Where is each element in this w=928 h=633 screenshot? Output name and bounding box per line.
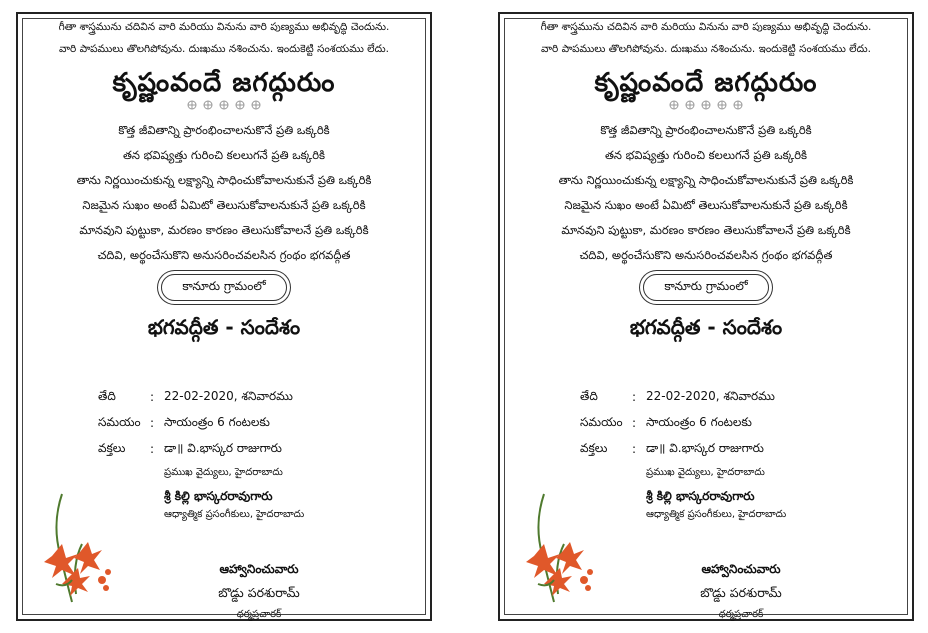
message-line: చదివి, అర్థంచేసుకొని అనుసరించవలసిన గ్రంథం భగవద్గీత (97, 248, 351, 262)
speakers-label: వక్తలు (580, 440, 608, 455)
speaker1-description: ప్రముఖ వైద్యులు, హైదరాబాదు (646, 467, 765, 478)
intro-line: గీతా శాస్త్రమును చదివిన వారి మరియు వినును వారి పుణ్యము అభివృద్ధి చెందును. (540, 21, 872, 33)
intro-line: వారి పాపములు తొలగిపోవును. దుఃఖము నశించును. ఇందుకెట్టి సంశయము లేదు. (59, 43, 389, 55)
intro-line: వారి పాపములు తొలగిపోవును. దుఃఖము నశించును. ఇందుకెట్టి సంశయము లేదు. (541, 43, 871, 55)
date-value: 22-02-2020, శనివారము (646, 388, 775, 403)
date-value: 22-02-2020, శనివారము (164, 388, 293, 403)
intro-line: గీతా శాస్త్రమును చదివిన వారి మరియు వినును వారి పుణ్యము అభివృద్ధి చెందును. (58, 21, 390, 33)
message-line: కొత్త జీవితాన్ని ప్రారంభించాలనుకొనే ప్రతి ఒక్కరికి (118, 123, 330, 137)
message-line: మానవుని పుట్టుకా, మరణం కారణం తెలుసుకోవాలనే ప్రతి ఒక్కరికి (79, 223, 369, 237)
message-lines (500, 118, 912, 268)
speaker2-description: ఆధ్యాత్మిక ప్రసంగీకులు, హైదరాబాదు (164, 509, 305, 520)
message-lines (18, 118, 430, 268)
speakers-row (98, 436, 304, 462)
colon: : (150, 390, 155, 404)
message-line: మానవుని పుట్టుకా, మరణం కారణం తెలుసుకోవాలనే ప్రతి ఒక్కరికి (561, 223, 851, 237)
speaker2-name: శ్రీ కిల్లి భాస్కరరావుగారు (646, 489, 755, 503)
date-label: తేది (580, 388, 598, 403)
message-line: నిజమైన సుఖం అంటే ఏమిటో తెలుసుకోవాలనుకునే ప్రతి ఒక్కరికి (82, 198, 366, 212)
colon: : (632, 390, 637, 404)
inviter-block (18, 562, 430, 622)
event-details (580, 384, 786, 524)
date-row (580, 384, 786, 410)
inviter-block (500, 562, 912, 622)
message-line: నిజమైన సుఖం అంటే ఏమిటో తెలుసుకోవాలనుకునే ప్రతి ఒక్కరికి (564, 198, 848, 212)
time-value: సాయంత్రం 6 గంటలకు (164, 414, 270, 429)
colon: : (150, 416, 155, 430)
message-line: తన భవిష్యత్తు గురించి కలలుగనే ప్రతి ఒక్కరికి (604, 148, 808, 162)
event-title: భగవద్గీత - సందేశం (629, 315, 783, 339)
colon: : (150, 442, 155, 456)
time-row (580, 410, 786, 436)
message-line: తాను నిర్ణయించుకున్న లక్ష్యాన్ని సాధించుకోవాలనుకునే ప్రతి ఒక్కరికి (558, 173, 854, 187)
message-line: చదివి, అర్థంచేసుకొని అనుసరించవలసిన గ్రంథం భగవద్గీత (579, 248, 833, 262)
village-badge: కానూరు గ్రామంలో (161, 274, 286, 301)
invitation-card-right (498, 12, 914, 621)
village-badge: కానూరు గ్రామంలో (643, 274, 768, 301)
date-label: తేది (98, 388, 116, 403)
inviter-name: బొడ్డు పరశురామ్ (700, 585, 782, 600)
speaker1-name: డా॥ వి.భాస్కర రాజుగారు (164, 440, 282, 455)
message-line: తన భవిష్యత్తు గురించి కలలుగనే ప్రతి ఒక్కరికి (122, 148, 326, 162)
message-line: కొత్త జీవితాన్ని ప్రారంభించాలనుకొనే ప్రతి ఒక్కరికి (600, 123, 812, 137)
date-row (98, 384, 304, 410)
ornament-divider-icon (18, 98, 430, 114)
inviter-role: ధర్మప్రచారక్ (236, 609, 282, 620)
event-title: భగవద్గీత - సందేశం (147, 315, 301, 339)
speaker1-name: డా॥ వి.భాస్కర రాజుగారు (646, 440, 764, 455)
card-title: కృష్ణంవందే జగద్గురుం (112, 68, 336, 98)
time-label: సమయం (98, 414, 141, 429)
ornament-divider-icon (500, 98, 912, 114)
speakers-label: వక్తలు (98, 440, 126, 455)
card-title: కృష్ణంవందే జగద్గురుం (594, 68, 818, 98)
intro-text (18, 16, 430, 60)
invitation-card-left (16, 12, 432, 621)
inviter-label: ఆహ్వానించువారు (701, 562, 781, 576)
colon: : (632, 442, 637, 456)
inviter-name: బొడ్డు పరశురామ్ (218, 585, 300, 600)
speaker1-description: ప్రముఖ వైద్యులు, హైదరాబాదు (164, 467, 283, 478)
intro-text (500, 16, 912, 60)
inviter-role: ధర్మప్రచారక్ (718, 609, 764, 620)
speaker2-name: శ్రీ కిల్లి భాస్కరరావుగారు (164, 489, 273, 503)
event-details (98, 384, 304, 524)
colon: : (632, 416, 637, 430)
time-label: సమయం (580, 414, 623, 429)
inviter-label: ఆహ్వానించువారు (219, 562, 299, 576)
speaker2-description: ఆధ్యాత్మిక ప్రసంగీకులు, హైదరాబాదు (646, 509, 787, 520)
message-line: తాను నిర్ణయించుకున్న లక్ష్యాన్ని సాధించుకోవాలనుకునే ప్రతి ఒక్కరికి (76, 173, 372, 187)
speakers-row (580, 436, 786, 462)
time-value: సాయంత్రం 6 గంటలకు (646, 414, 752, 429)
time-row (98, 410, 304, 436)
